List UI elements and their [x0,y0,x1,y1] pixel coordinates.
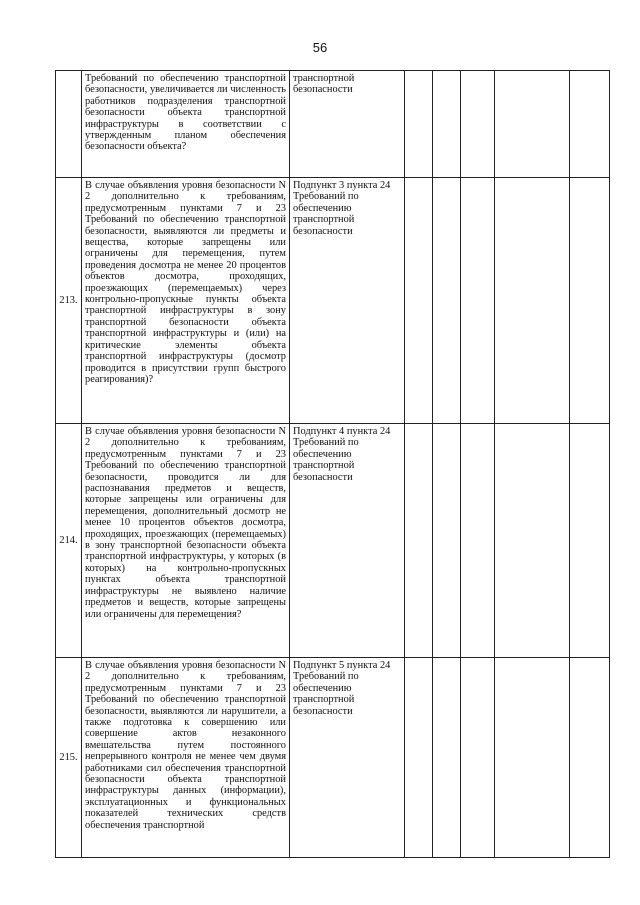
empty-cell [405,424,433,658]
table-row [56,71,610,178]
question-cell: Требований по обеспечению транспортной безопасности, увеличивается ли численность работников подразделения транспортной безопасности объекта транспортной инфраструктуры в соответствии с утвержденным планом обеспечения безопасности объекта? [82,71,290,178]
page-number: 56 [312,40,328,55]
reference-cell: Подпункт 5 пункта 24 Требований по обеспечению транспортной безопасности [290,658,405,858]
reference-cell: Подпункт 4 пункта 24 Требований по обеспечению транспортной безопасности [290,424,405,658]
empty-cell [495,658,570,858]
empty-cell [461,178,495,424]
empty-cell [405,658,433,858]
table-row [56,178,610,424]
empty-cell [495,71,570,178]
question-cell: В случае объявления уровня безопасности N 2 дополнительно к требованиям, предусмотренным пунктами 7 и 23 Требований по обеспечению транспортной безопасности, выявляются ли нарушители, а также подготовка к совершению или совершение актов незаконного вмешательства путем постоянного непрерывного контроля не менее чем двумя работниками сил обеспечения транспортной безопасности объекта транспортной инфраструктуры данных (информации), эксплуатационных и функциональных показателей технических средств обеспечения транспортной [82,658,290,858]
empty-cell [405,71,433,178]
row-number: 213. [56,178,82,424]
table-row [56,424,610,658]
empty-cell [433,424,461,658]
empty-cell [461,658,495,858]
empty-cell [570,658,610,858]
row-number [56,71,82,178]
empty-cell [570,424,610,658]
reference-cell: транспортной безопасности [290,71,405,178]
row-number: 214. [56,424,82,658]
empty-cell [461,71,495,178]
row-number: 215. [56,658,82,858]
empty-cell [405,178,433,424]
empty-cell [433,71,461,178]
empty-cell [461,424,495,658]
empty-cell [495,178,570,424]
empty-cell [570,178,610,424]
question-cell: В случае объявления уровня безопасности N 2 дополнительно к требованиям, предусмотренным пунктами 7 и 23 Требований по обеспечению транспортной безопасности, выявляются ли предметы и вещества, которые запрещены или ограничены для перемещения, путем проведения досмотра не менее 20 процентов объектов досмотра, проходящих, проезжающих (перемещаемых) через контрольно-пропускные пункты объекта транспортной инфраструктуры в зону транспортной безопасности объекта транспортной инфраструктуры и (или) на критические элементы объекта транспортной инфраструктуры (досмотр проводится в присутствии групп быстрого реагирования)? [82,178,290,424]
table-row [56,658,610,858]
reference-cell: Подпункт 3 пункта 24 Требований по обеспечению транспортной безопасности [290,178,405,424]
checklist-table [55,70,610,858]
question-cell: В случае объявления уровня безопасности N 2 дополнительно к требованиям, предусмотренным пунктами 7 и 23 Требований по обеспечению транспортной безопасности, проводится ли для распознавания предметов и веществ, которые запрещены или ограничены для перемещения, дополнительный досмотр не менее 10 процентов объектов досмотра, проходящих, проезжающих (перемещаемых) в зону транспортной безопасности объекта транспортной инфраструктуры, у которых (в которых) на контрольно-пропускных пунктах объекта транспортной инфраструктуры не выявлено наличие предметов и веществ, которые запрещены или ограничены для перемещения? [82,424,290,658]
empty-cell [433,178,461,424]
empty-cell [495,424,570,658]
empty-cell [433,658,461,858]
empty-cell [570,71,610,178]
